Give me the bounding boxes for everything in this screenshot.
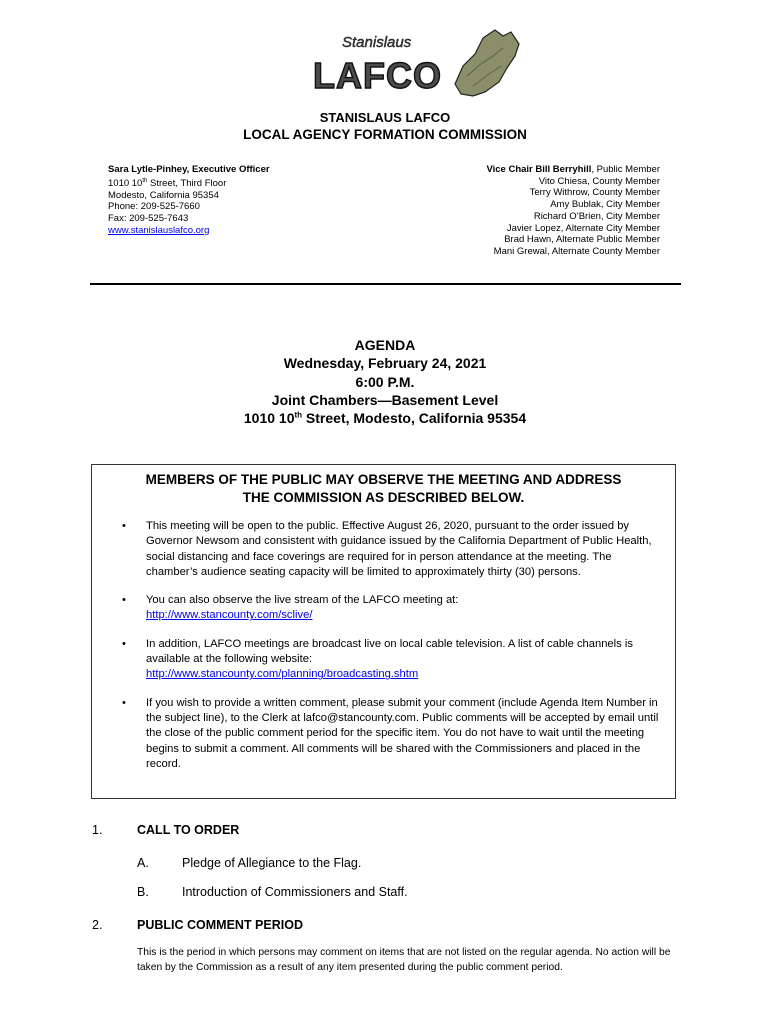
livestream-link[interactable]: http://www.stancounty.com/sclive/ — [146, 609, 313, 622]
member-item: Vito Chiesa, County Member — [538, 175, 660, 187]
section-title: CALL TO ORDER — [137, 823, 240, 837]
notice-title: MEMBERS OF THE PUBLIC MAY OBSERVE THE MEETING AND ADDRESS THE COMMISSION AS DESCRIBED BELOW. — [145, 472, 622, 505]
bullet-icon: • — [122, 637, 126, 650]
notice-bullets — [92, 519, 675, 772]
contact-address-line2: Modesto, California 95354 — [108, 189, 219, 201]
bullet-icon: • — [122, 520, 126, 532]
member-item: Brad Hawn, Alternate Public Member — [504, 234, 660, 246]
list-item: • This meeting will be open to the public. Effective August 26, 2020, pursuant to the order issued by Governor Newsom and consistent with guidance issued by the California Department of Public Health, social distancing and face coverings are required for in person attendance at the meeting. The chamber’s audience seating capacity will be limited to approximately thirty (30) persons. — [122, 520, 652, 578]
agenda-title: AGENDA — [354, 337, 416, 353]
org-name: STANISLAUS LAFCO — [319, 110, 451, 125]
section-number: 1. — [92, 823, 103, 837]
public-notice-box — [91, 464, 676, 799]
public-comment-description: This is the period in which persons may comment on items that are not listed on the regular agenda. No action will be taken by the Commission as a result of any item presented during the public comment period. — [137, 947, 671, 973]
org-full-name: LOCAL AGENCY FORMATION COMMISSION — [243, 127, 527, 142]
website-link[interactable]: www.stanislauslafco.org — [108, 224, 210, 236]
member-item: Mani Grewal, Alternate County Member — [493, 245, 660, 257]
contact-fax: Fax: 209-525-7643 — [108, 212, 189, 224]
agenda-address: 1010 10th Street, Modesto, California 95354 — [243, 410, 527, 427]
agenda-time: 6:00 P.M. — [355, 373, 415, 390]
contact-block — [108, 164, 270, 236]
contact-phone: Phone: 209-525-7660 — [108, 201, 200, 213]
agenda-heading — [0, 336, 770, 427]
members-block — [486, 164, 660, 258]
vice-chair: Vice Chair Bill Berryhill, Public Member — [486, 164, 660, 175]
logo-lafco: LAFCO — [313, 55, 442, 96]
section-number: 2. — [92, 918, 103, 932]
header-divider — [90, 283, 681, 285]
sub-item-introduction: B. Introduction of Commissioners and Staff. — [137, 885, 408, 899]
executive-officer: Sara Lytle-Pinhey, Executive Officer — [108, 164, 270, 175]
member-item: Javier Lopez, Alternate City Member — [506, 222, 660, 234]
list-item: • You can also observe the live stream of the LAFCO meeting at: http://www.stancounty.com/sclive/ — [122, 594, 459, 622]
agenda-location: Joint Chambers—Basement Level — [271, 391, 499, 408]
list-item: • In addition, LAFCO meetings are broadcast live on local cable television. A list of cable channels is available at the following website: http://www.stancounty.com/planning/broadcasting.shtm — [122, 637, 633, 681]
bullet-icon: • — [122, 696, 126, 709]
contact-address-line1: 1010 10th Street, Third Floor — [108, 177, 227, 189]
list-item: • If you wish to provide a written comment, please submit your comment (include Agenda Item Number in the subject line), to the Clerk at lafco@stancounty.com. Public comments will be accepted by email until the close of the public comment period for the specific item. You do not have to wait until the meeting begins to submit a comment. All comments will be shared with the Commissioners and placed in the record. — [122, 696, 659, 770]
section-title: PUBLIC COMMENT PERIOD — [137, 918, 303, 932]
member-item: Richard O’Brien, City Member — [533, 210, 660, 222]
bullet-icon: • — [122, 594, 126, 607]
agenda-date: Wednesday, February 24, 2021 — [283, 355, 487, 372]
lafco-logo — [305, 26, 525, 100]
member-item: Amy Bublak, City Member — [550, 199, 660, 211]
member-item: Terry Withrow, County Member — [529, 187, 660, 199]
logo-stanislaus: Stanislaus — [342, 34, 412, 51]
sub-item-pledge: A. Pledge of Allegiance to the Flag. — [137, 856, 362, 870]
broadcasting-link[interactable]: http://www.stancounty.com/planning/broadcasting.shtm — [146, 668, 419, 681]
